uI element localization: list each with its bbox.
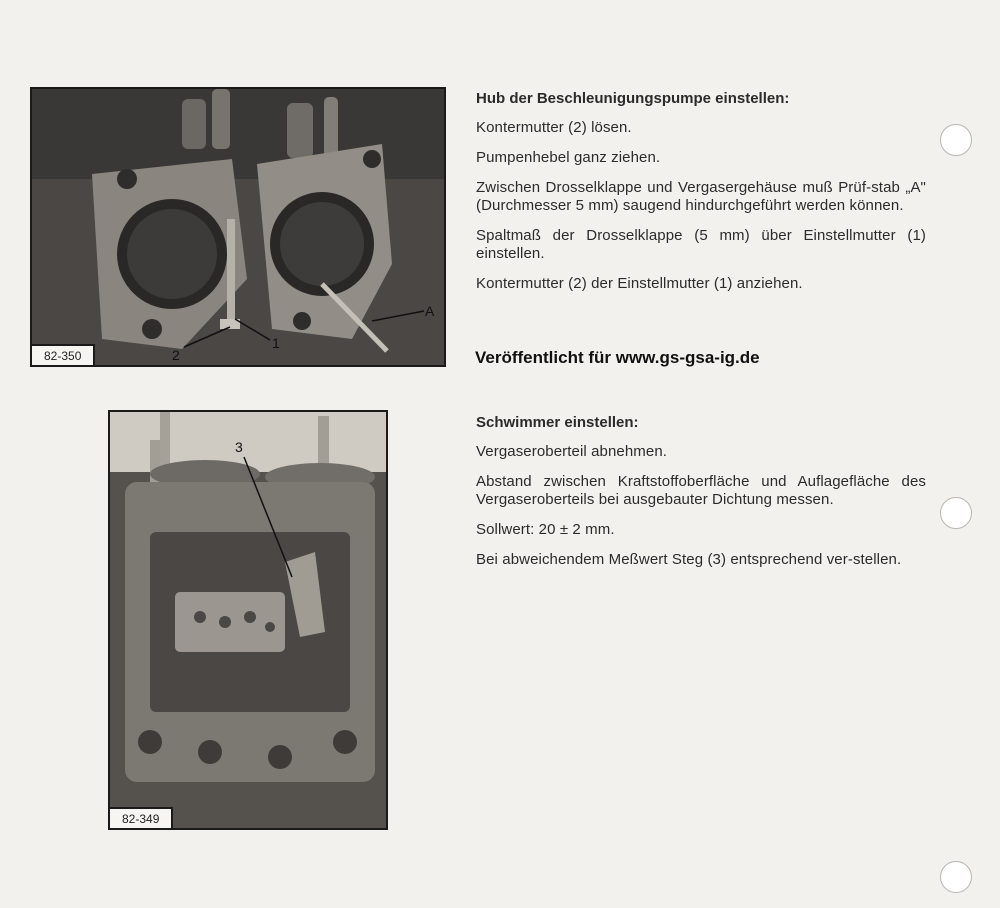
figure-82-349 xyxy=(108,410,388,830)
punch-hole xyxy=(940,861,972,893)
section-title: Schwimmer einstellen: xyxy=(476,414,639,431)
callout-1: 1 xyxy=(272,335,280,351)
section-pump-stroke xyxy=(476,90,926,305)
instruction: Bei abweichendem Meßwert Steg (3) entsprechend ver-stellen. xyxy=(476,551,902,568)
figure-2-callouts xyxy=(110,412,386,828)
instruction: Spaltmaß der Drosselklappe (5 mm) über Einstellmutter (1) einstellen. xyxy=(476,227,926,262)
instruction: Kontermutter (2) lösen. xyxy=(476,119,632,136)
instruction: Vergaseroberteil abnehmen. xyxy=(476,443,668,460)
figure-1-callouts xyxy=(32,89,444,365)
callout-3: 3 xyxy=(235,439,243,455)
callout-a: A xyxy=(425,303,435,319)
punch-hole xyxy=(940,497,972,529)
section-float-adjust xyxy=(476,414,926,581)
publication-notice: Veröffentlicht für www.gs-gsa-ig.de xyxy=(475,348,760,367)
section-title: Hub der Beschleunigungspumpe einstellen: xyxy=(476,90,790,107)
figure-number: 82-349 xyxy=(108,807,173,830)
callout-2: 2 xyxy=(172,347,180,363)
instruction: Pumpenhebel ganz ziehen. xyxy=(476,149,661,166)
instruction: Zwischen Drosselklappe und Vergasergehäuse muß Prüf-stab „A" (Durchmesser 5 mm) saugend hindurchgeführt werden können. xyxy=(476,179,926,214)
instruction: Sollwert: 20 ± 2 mm. xyxy=(476,521,615,538)
instruction: Abstand zwischen Kraftstoffoberfläche und Auflagefläche des Vergaseroberteils bei ausgebauter Dichtung messen. xyxy=(476,473,926,508)
instruction: Kontermutter (2) der Einstellmutter (1) anziehen. xyxy=(476,275,803,292)
figure-82-350 xyxy=(30,87,446,367)
figure-number: 82-350 xyxy=(30,344,95,367)
punch-hole xyxy=(940,124,972,156)
